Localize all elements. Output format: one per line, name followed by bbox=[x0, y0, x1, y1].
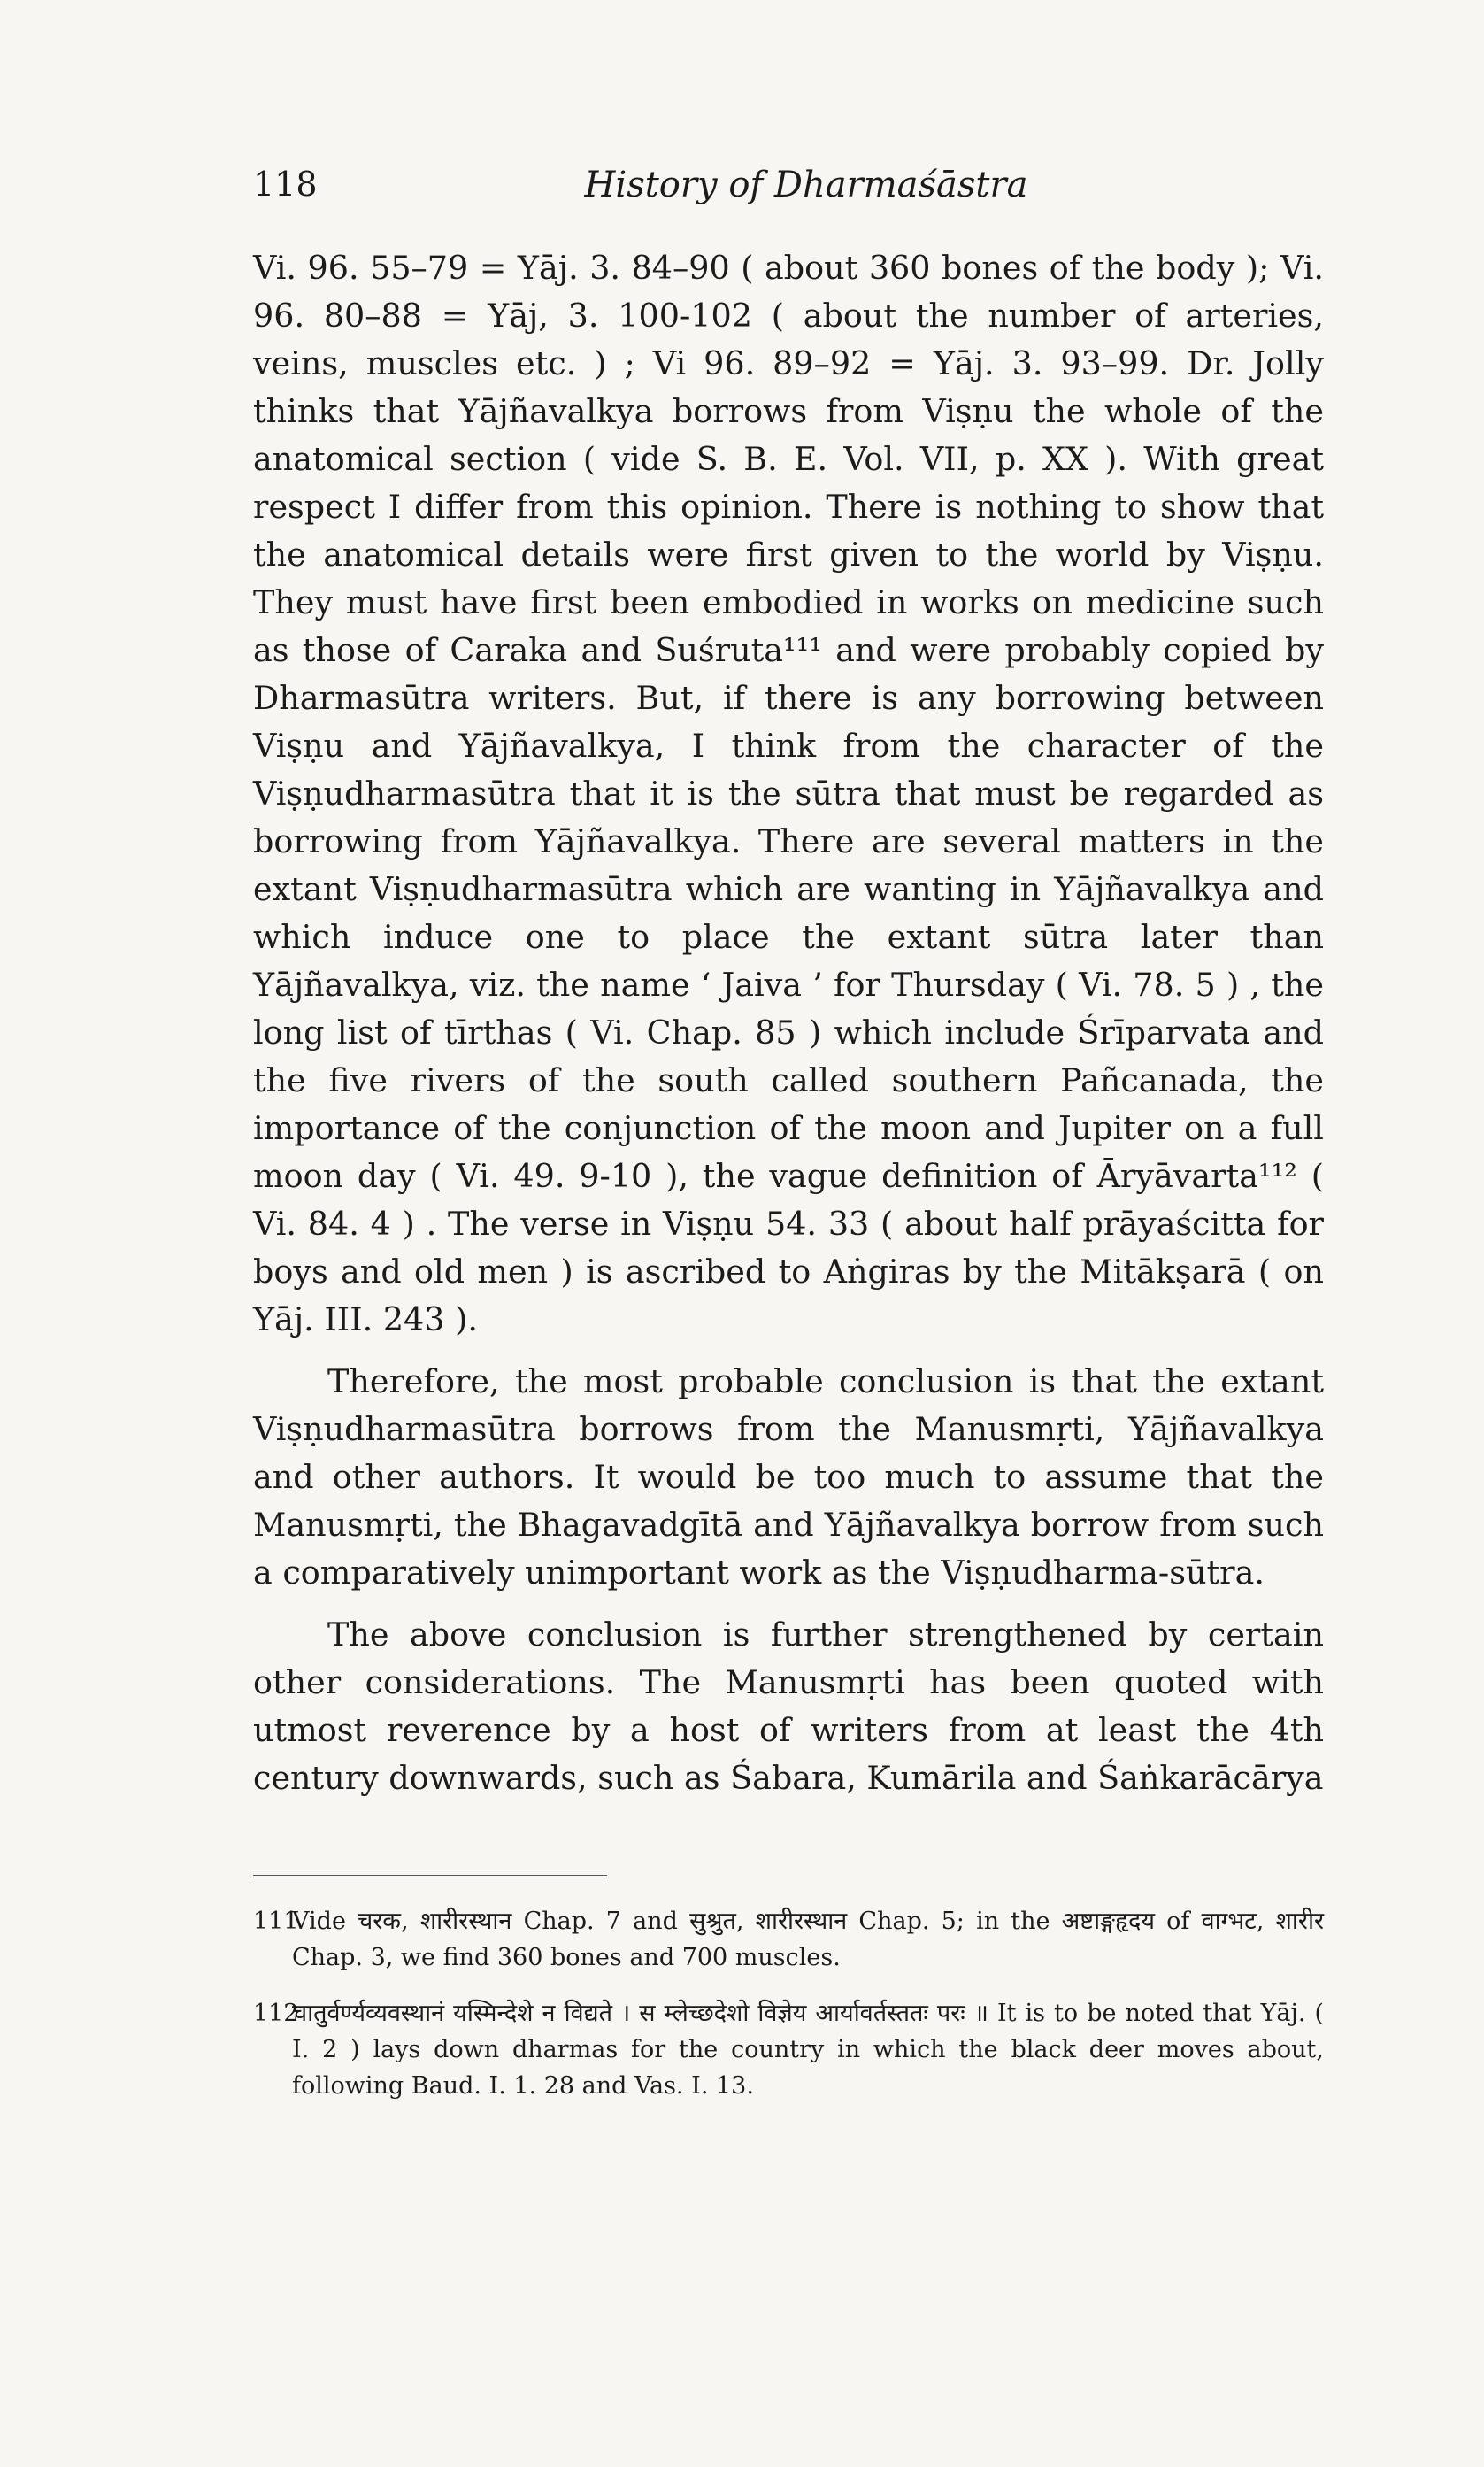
footnote bbox=[253, 1995, 1324, 2104]
page-number: 118 bbox=[253, 165, 318, 204]
paragraph: The above conclusion is further strengthened by certain other considerations. The Manusmṛti has been quoted with utmost reverence by a host of writers from at least the 4th century downwards, such as Śabara, Kumārila and Śaṅkarācārya bbox=[253, 1615, 1324, 1797]
paragraph: Therefore, the most probable conclusion is that the extant Viṣṇudharmasūtra borrows from the Manusmṛti, Yājñavalkya and other authors. It would be too much to assume that the Manusmṛti, the Bhagavadgītā and Yājñavalkya borrow from such a comparatively unimportant work as the Viṣṇudharma-sūtra. bbox=[253, 1362, 1324, 1592]
footnote bbox=[253, 1903, 1324, 1976]
main-text bbox=[253, 244, 1324, 1802]
footnote-number: 111 bbox=[253, 1908, 299, 1935]
footnote-text: Vide चरक, शारीरस्थान Chap. 7 and सुश्रुत, शारीरस्थान Chap. 5; in the अष्टाङ्गहृदय of वाग्भट, शारीर Chap. 3, we find 360 bones and 700 muscles. bbox=[292, 1908, 1324, 1971]
footnote-number: 112 bbox=[253, 2000, 299, 2027]
paragraph: Vi. 96. 55–79 = Yāj. 3. 84–90 ( about 360 bones of the body ); Vi. 96. 80–88 = Yāj, 3. 100-102 ( about the number of arteries, veins, muscles etc. ) ; Vi 96. 89–92 = Yāj. 3. 93–99. Dr. Jolly thinks that Yājñavalkya borrows from Viṣṇu the whole of the anatomical section ( vide S. B. E. Vol. VII, p. XX ). With great respect I differ from this opinion. There is nothing to show that the anatomical details were first given to the world by Viṣṇu. They must have first been embodied in works on medicine such as those of Caraka and Suśruta¹¹¹ and were probably copied by Dharmasūtra writers. But, if there is any borrowing between Viṣṇu and Yājñavalkya, I think from the character of the Viṣṇudharmasūtra that it is the sūtra that must be regarded as borrowing from Yājñavalkya. There are several matters in the extant Viṣṇudharmasūtra which are wanting in Yājñavalkya and which induce one to place the extant sūtra later than Yājñavalkya, viz. the name ‘ Jaiva ’ for Thursday ( Vi. 78. 5 ) , the long list of tīrthas ( Vi. Chap. 85 ) which include Śrīparvata and the five rivers of the south called southern Pañcanada, the importance of the conjunction of the moon and Jupiter on a full moon day ( Vi. 49. 9-10 ), the vague definition of Āryāvarta¹¹² ( Vi. 84. 4 ) . The verse in Viṣṇu 54. 33 ( about half prāyaścitta for boys and old men ) is ascribed to Aṅgiras by the Mitākṣarā ( on Yāj. III. 243 ). bbox=[253, 249, 1324, 1338]
footnotes bbox=[253, 1903, 1324, 2124]
running-title: History of Dharmaśāstra bbox=[584, 165, 1028, 205]
page-header bbox=[253, 165, 1324, 218]
footnote-text: चातुर्वर्ण्यव्यवस्थानं यस्मिन्देशे न विद्यते । स म्लेच्छदेशो विज्ञेय आर्यावर्तस्ततः परः ॥ It is to be noted that Yāj. ( I. 2 ) lays down dharmas for the country in which the black deer moves about, following Baud. I. 1. 28 and Vas. I. 13. bbox=[292, 2000, 1324, 2100]
footnote-separator bbox=[253, 1875, 607, 1877]
